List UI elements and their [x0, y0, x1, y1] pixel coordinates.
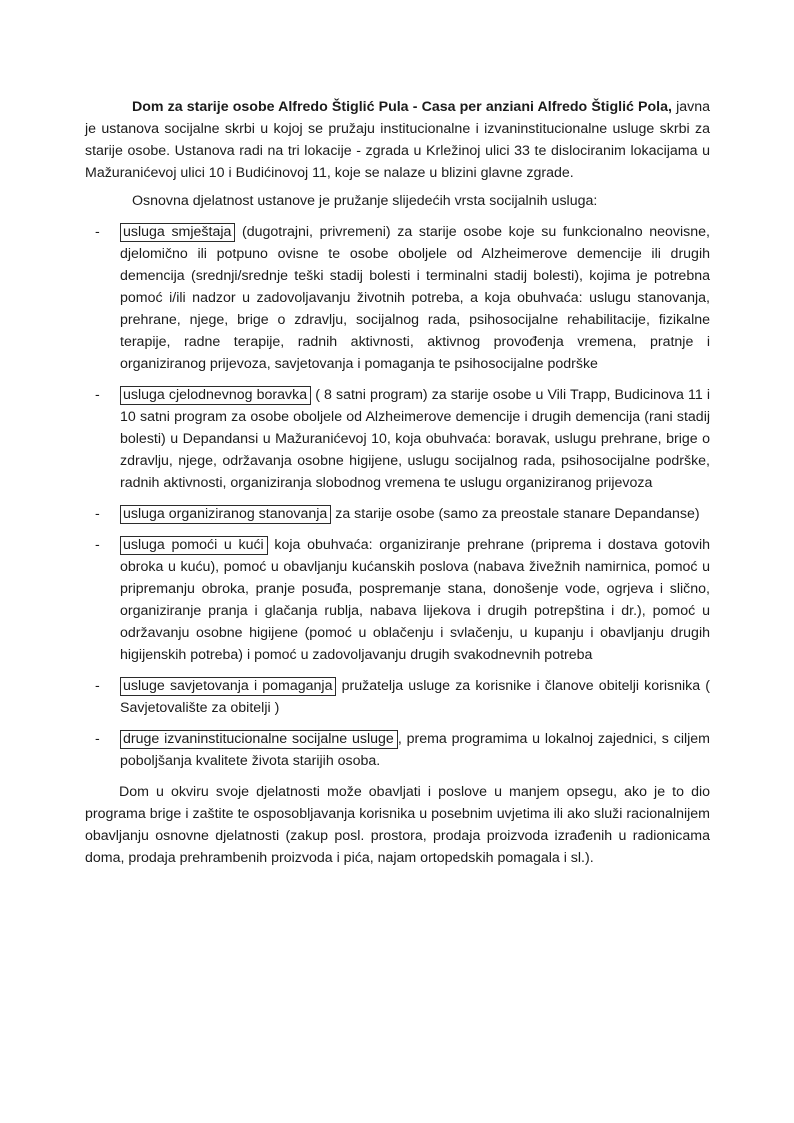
service-item-savjetovanje [85, 675, 710, 719]
service-description: koja obuhvaća: organiziranje prehrane (priprema i dostava gotovih obroka u kuću), pomoć u obavljanju kućanskih poslova (nabava živežnih namirnica, pomoć u pripremanju obroka, pranje posuđa, pospremanje stana, donošenje vode, ogrjeva i slično, organiziranje pranja i glačanja rublja, nabava lijekova i drugih potrepština i dr.), pomoć u održavanju osobne higijene (pomoć u oblačenju i svlačenju, u kupanju i obavljanju drugih higijenskih potreba) i pomoć u zadovoljavanju drugih svakodnevnih potreba [120, 537, 710, 663]
service-item-smjestaj [85, 221, 710, 375]
dash-bullet-marker: - [95, 537, 100, 553]
dash-bullet-marker: - [95, 224, 100, 240]
service-item-druge-usluge [85, 728, 710, 772]
closing-paragraph: Dom u okviru svoje djelatnosti može obavljati i poslove u manjem opsegu, ako je to dio programa brige i zaštite te osposobljavanja korisnika u posebnim uvjetima ili ako služi racionalnijem obavljanju osnovne djelatnosti (zakup posl. prostora, prodaja proizvoda izrađenih u radionicama doma, prodaja prehrambenih proizvoda i pića, najam ortopedskih pomagala i sl.). [85, 784, 710, 866]
service-item-organizirano-stanovanje [85, 503, 710, 525]
service-description: pružatelja usluge za korisnike i članove obitelji korisnika ( Savjetovalište za obitelji ) [120, 678, 711, 716]
intro-paragraph [85, 96, 710, 184]
service-description: ( 8 satni program) za starije osobe u Vili Trapp, Budicinova 11 i 10 satni program za osobe oboljele od Alzheimerove demencije i drugih demencija (rani stadij bolesti) u Depandansi u Mažuranićevoj 10, koja obuhvaća: boravak, uslugu prehrane, brige o zdravlju, njege, održavanja osobne higijene, uslugu socijalnog rada, psihosocijalne podrške, radnih aktivnosti, organiziranja slobodnog vremena te uslugu organiziranog prijevoza [120, 387, 710, 491]
service-item-pomoc-u-kuci [85, 534, 710, 666]
service-item-cjelodnevni-boravak [85, 384, 710, 494]
dash-bullet-marker: - [95, 731, 100, 747]
service-boxed-term: usluga smještaja [120, 223, 235, 242]
intro-lead-bold: Dom za starije osobe Alfredo Štiglić Pula - Casa per anziani Alfredo Štiglić Pola, [132, 99, 672, 115]
service-description: (dugotrajni, privremeni) za starije osobe koje su funkcionalno neovisne, djelomično ili potpuno ovisne te osobe oboljele od Alzheimerove demencije ili drugih demencija (srednji/srednje teški stadij bolesti i terminalni stadij bolesti), kojima je potrebna pomoć i/ili nadzor u zadovoljavanju životnih potreba, a koja obuhvaća: uslugu stanovanja, prehrane, njege, brige o zdravlju, socijalnog rada, psihosocijalne rehabilitacije, fizikalne terapije, radne terapije, radnih aktivnosti, aktivnog provođenja vremena, pratnje i organiziranog prijevoza, savjetovanja i pomaganja te psihosocijalne podrške [120, 224, 710, 372]
service-boxed-term: usluga organiziranog stanovanja [120, 505, 331, 524]
service-boxed-term: druge izvaninstitucionalne socijalne usluge [120, 730, 398, 749]
service-description: za starije osobe (samo za preostale stanare Depandanse) [331, 506, 700, 522]
service-boxed-term: usluga pomoći u kući [120, 536, 268, 555]
services-heading: Osnovna djelatnost ustanove je pružanje slijedećih vrsta socijalnih usluga: [132, 193, 598, 209]
intro-body-text: javna je ustanova socijalne skrbi u kojoj se pružaju institucionalne i izvaninstitucionalne usluge skrbi za starije osobe. Ustanova radi na tri lokacije - zgrada u Krležinoj ulici 33 te dislociranim lokacijama u Mažuranićevoj ulici 10 i Budićinovoj 11, koje se nalaze u blizini glavne zgrade. [85, 99, 711, 181]
services-list [85, 221, 710, 772]
service-boxed-term: usluge savjetovanja i pomaganja [120, 677, 336, 696]
dash-bullet-marker: - [95, 506, 100, 522]
dash-bullet-marker: - [95, 678, 100, 694]
service-description: , prema programima u lokalnoj zajednici, s ciljem poboljšanja kvalitete života starijih osoba. [120, 731, 710, 769]
dash-bullet-marker: - [95, 387, 100, 403]
service-boxed-term: usluga cjelodnevnog boravka [120, 386, 311, 405]
